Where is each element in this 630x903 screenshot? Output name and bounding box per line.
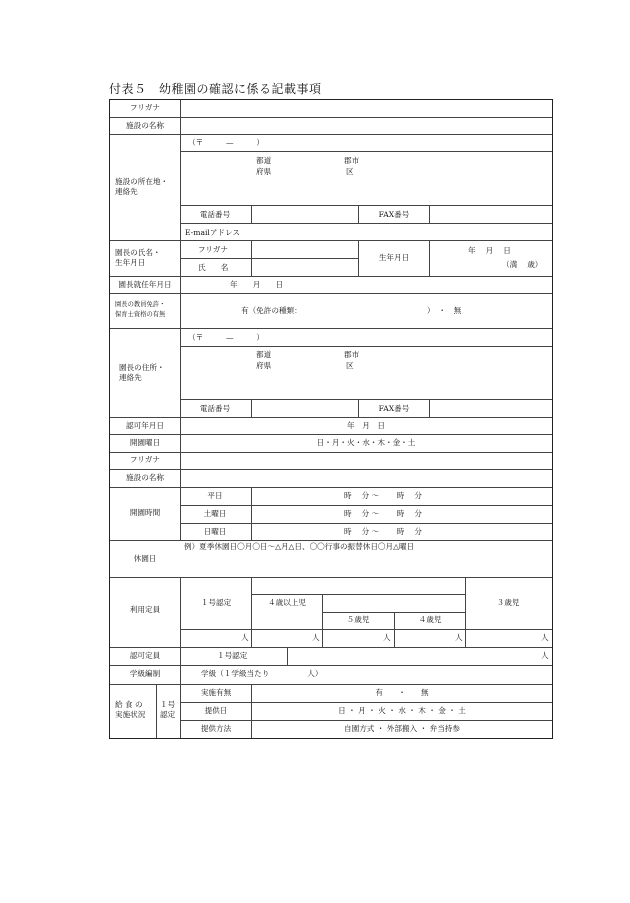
row-rule bbox=[110, 577, 552, 578]
cell-rule bbox=[180, 523, 552, 524]
director-name-label: 園長の氏名・ 生年月日 bbox=[115, 248, 161, 267]
capacity-cert1-label: １号認定 bbox=[200, 598, 232, 607]
cell-rule bbox=[180, 629, 552, 630]
prefecture-fuken: 府県 bbox=[256, 167, 272, 176]
hours-saturday-label: 土曜日 bbox=[203, 509, 227, 518]
meals-days-value: 日 ・ 月 ・ 火 ・ 水 ・ 木 ・ 金 ・ 土 bbox=[338, 706, 466, 715]
capacity-age5-label: ５歳児 bbox=[346, 615, 370, 624]
meals-days-label: 提供日 bbox=[204, 706, 228, 715]
hours-weekday-label: 平日 bbox=[207, 491, 223, 500]
column-rule bbox=[251, 240, 252, 276]
approval-ymd: 年 月 日 bbox=[347, 421, 385, 430]
column-rule bbox=[180, 100, 181, 540]
form-table bbox=[109, 99, 553, 739]
capacity-over4-label: ４歳以上児 bbox=[268, 598, 306, 607]
meals-status-value: 有 ・ 無 bbox=[375, 688, 429, 697]
column-rule bbox=[358, 205, 359, 223]
approved-capacity-label: 認可定員 bbox=[129, 651, 161, 660]
facility-name-label: 施設の名称 bbox=[126, 121, 164, 130]
cell-rule bbox=[180, 702, 552, 703]
row-rule bbox=[110, 240, 552, 241]
fax-label: FAX番号 bbox=[378, 210, 410, 219]
row-rule bbox=[110, 417, 552, 418]
capacity-age4-label: ４歳児 bbox=[418, 615, 442, 624]
column-rule bbox=[394, 612, 395, 647]
hours-saturday-range: 時 分 〜 時 分 bbox=[344, 509, 422, 518]
column-rule bbox=[251, 205, 252, 223]
director-name-field-label: 氏 名 bbox=[198, 263, 229, 272]
city-ku: 区 bbox=[346, 167, 354, 176]
column-rule bbox=[180, 577, 181, 738]
director-postal-code: （〒 — ） bbox=[188, 333, 264, 342]
facility-address-label: 施設の所在地・ 連絡先 bbox=[115, 177, 169, 196]
meals-status-label: 実施有無 bbox=[200, 688, 232, 697]
approved-capacity-cert1: １号認定 bbox=[217, 651, 248, 660]
director-age: （満 歳） bbox=[502, 260, 543, 269]
row-rule bbox=[110, 469, 552, 470]
hours-weekday-range: 時 分 〜 時 分 bbox=[344, 491, 422, 500]
row-rule bbox=[110, 276, 552, 277]
column-rule bbox=[465, 577, 466, 647]
hours-sunday-label: 日曜日 bbox=[203, 527, 227, 536]
tel-label: 電話番号 bbox=[199, 210, 231, 219]
approval-label: 認可年月日 bbox=[126, 421, 164, 430]
email-label: E-mailアドレス bbox=[185, 228, 240, 237]
column-rule bbox=[322, 594, 323, 647]
column-rule bbox=[287, 647, 288, 665]
cell-rule bbox=[180, 205, 552, 206]
tenure-label: 園長就任年月日 bbox=[118, 280, 172, 289]
row-rule bbox=[110, 452, 552, 453]
cell-rule bbox=[180, 258, 358, 259]
row-rule bbox=[110, 487, 552, 488]
row-rule bbox=[110, 328, 552, 329]
director-fax-label: FAX番号 bbox=[378, 404, 410, 413]
column-rule bbox=[358, 399, 359, 417]
cell-rule bbox=[180, 505, 552, 506]
column-rule bbox=[429, 399, 430, 417]
meals-cert-label: １号 認定 bbox=[160, 700, 176, 719]
open-days-value: 日・月・火・水・木・金・土 bbox=[316, 438, 416, 447]
director-birth-label: 生年月日 bbox=[378, 253, 410, 262]
column-rule bbox=[358, 240, 359, 276]
facility-name-label-2: 施設の名称 bbox=[126, 473, 164, 482]
capacity-label: 利用定員 bbox=[129, 605, 161, 614]
row-rule bbox=[110, 540, 552, 541]
row-rule bbox=[110, 134, 552, 135]
row-rule bbox=[110, 647, 552, 648]
tenure-ymd: 年 月 日 bbox=[230, 280, 284, 289]
approved-capacity-unit: 人 bbox=[541, 651, 549, 660]
column-rule bbox=[429, 240, 430, 276]
license-label: 園長の教員免許・ 保育士資格の有無 bbox=[115, 301, 166, 318]
meals-method-label: 提供方法 bbox=[200, 724, 232, 733]
cell-rule bbox=[180, 720, 552, 721]
capacity-unit: 人 bbox=[312, 633, 320, 642]
capacity-age3-label: ３歳児 bbox=[496, 598, 520, 607]
column-rule bbox=[251, 577, 252, 647]
classes-value: 学級（１学級当たり 人） bbox=[201, 669, 323, 678]
director-address-label: 園長の住所・ 連絡先 bbox=[119, 363, 165, 382]
cell-rule bbox=[180, 223, 552, 224]
director-city-gunshi: 郡市 bbox=[344, 350, 360, 359]
row-rule bbox=[110, 434, 552, 435]
meals-label: 給 食 の 実施状況 bbox=[115, 700, 146, 719]
page-title: 付表５ 幼稚園の確認に係る記載事項 bbox=[109, 82, 322, 96]
cell-rule bbox=[180, 399, 552, 400]
row-rule bbox=[110, 293, 552, 294]
meals-method-value: 自園方式 ・ 外部搬入 ・ 弁当持参 bbox=[344, 724, 460, 733]
capacity-unit: 人 bbox=[455, 633, 463, 642]
furigana-label-2: フリガナ bbox=[130, 455, 160, 464]
cell-rule bbox=[251, 594, 465, 595]
column-rule bbox=[251, 684, 252, 738]
cell-rule bbox=[180, 151, 552, 152]
director-prefecture-fuken: 府県 bbox=[256, 361, 272, 370]
prefecture-todo: 都道 bbox=[256, 156, 272, 165]
column-rule bbox=[429, 205, 430, 223]
column-rule bbox=[251, 399, 252, 417]
postal-code: （〒 — ） bbox=[188, 138, 264, 147]
director-furigana-label: フリガナ bbox=[198, 245, 228, 254]
hours-sunday-range: 時 分 〜 時 分 bbox=[344, 527, 422, 536]
hours-label: 開園時間 bbox=[129, 508, 161, 517]
cell-rule bbox=[180, 346, 552, 347]
classes-label: 学級編制 bbox=[129, 669, 161, 678]
column-rule bbox=[156, 684, 157, 738]
row-rule bbox=[110, 665, 552, 666]
open-days-label: 開園曜日 bbox=[129, 438, 161, 447]
holidays-example: 例）夏季休園日〇月〇日〜△月△日、〇〇行事の振替休日〇月△曜日 bbox=[184, 542, 415, 551]
director-birth-ymd: 年 月 日 bbox=[468, 246, 511, 255]
capacity-unit: 人 bbox=[383, 633, 391, 642]
director-tel-label: 電話番号 bbox=[199, 404, 231, 413]
row-rule bbox=[110, 117, 552, 118]
row-rule bbox=[110, 684, 552, 685]
director-city-ku: 区 bbox=[346, 361, 354, 370]
furigana-label: フリガナ bbox=[130, 103, 160, 112]
director-prefecture-todo: 都道 bbox=[256, 350, 272, 359]
capacity-unit: 人 bbox=[541, 633, 549, 642]
column-rule bbox=[251, 487, 252, 540]
capacity-unit: 人 bbox=[241, 633, 249, 642]
city-gunshi: 郡市 bbox=[344, 156, 360, 165]
license-value: 有（免許の種類： ） ・ 無 bbox=[241, 306, 462, 315]
holidays-label: 休園日 bbox=[133, 554, 157, 563]
